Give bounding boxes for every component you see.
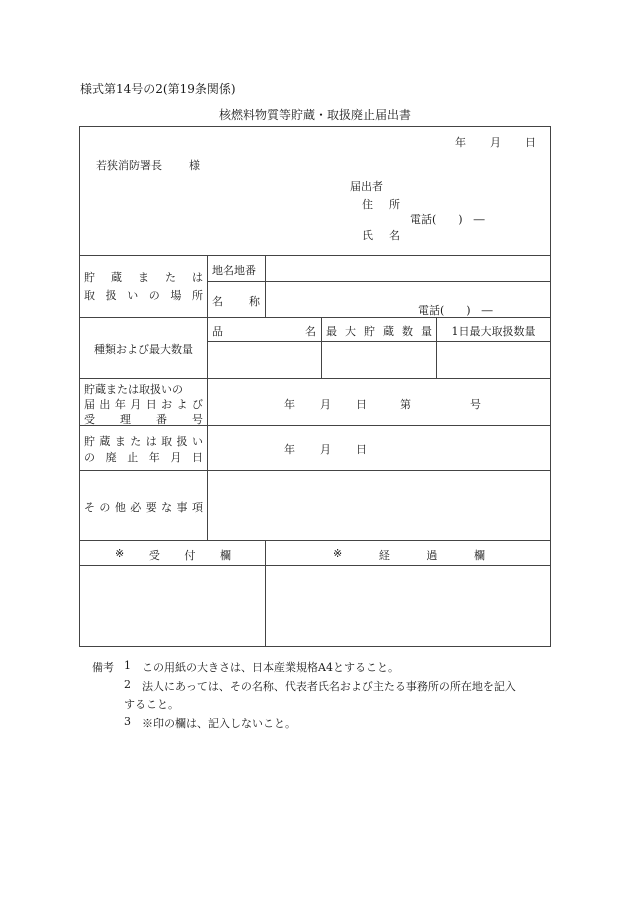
other-matters-label: そ の 他 必 要 な 事 項 xyxy=(84,501,203,514)
date-year-label: 年 xyxy=(455,136,466,149)
notification-info-label-line1: 貯蔵または取扱いの xyxy=(84,383,183,396)
abolition-year-label: 年 xyxy=(284,443,295,456)
abolition-month-label: 月 xyxy=(320,443,331,456)
note-1-number: 1 xyxy=(124,659,131,672)
max-storage-header: 最 大 貯 蔵 数 量 xyxy=(326,325,432,338)
date-day-label: 日 xyxy=(525,136,536,149)
facility-name-label: 名 称 xyxy=(212,295,260,308)
notifier-label: 届出者 xyxy=(350,180,383,193)
date-month-label: 月 xyxy=(490,136,501,149)
notification-info-label-line3: 受 理 番 号 xyxy=(84,413,203,426)
facility-phone-label: 電話( ) ― xyxy=(418,304,493,317)
notifier-address-label: 住 所 xyxy=(362,198,400,211)
notification-info-label-line2: 届 出 年 月 日 お よ び xyxy=(84,398,203,411)
note-1-text: この用紙の大きさは、日本産業規格A4とすること。 xyxy=(142,661,399,674)
addressee-name: 若狭消防署長 xyxy=(96,159,162,172)
receipt-number-suffix: 号 xyxy=(470,398,481,411)
notes-header: 備考 xyxy=(92,661,114,674)
abolition-date-label-line1: 貯 蔵 ま た は 取 扱 い xyxy=(84,435,203,448)
addressee-honorific: 様 xyxy=(189,159,200,172)
storage-location-label-line2: 取 扱 い の 場 所 xyxy=(84,289,203,302)
note-3-text: ※印の欄は、記入しないこと。 xyxy=(142,717,296,730)
abolition-day-label: 日 xyxy=(356,443,367,456)
notification-year-label: 年 xyxy=(284,398,295,411)
reception-column-header: ※ 受 付 欄 xyxy=(115,547,231,562)
storage-location-label-line1: 貯 蔵 ま た は xyxy=(84,271,203,284)
notification-day-label: 日 xyxy=(356,398,367,411)
form-number: 様式第14号の2(第19条関係) xyxy=(80,82,236,96)
receipt-number-prefix: 第 xyxy=(400,398,411,411)
form-title: 核燃料物質等貯蔵・取扱廃止届出書 xyxy=(218,108,411,122)
types-quantity-label: 種類および最大数量 xyxy=(94,343,193,356)
note-2-text: 法人にあっては、その名称、代表者氏名および主たる事務所の所在地を記入 xyxy=(142,680,516,693)
notifier-name-label: 氏 名 xyxy=(362,229,400,242)
daily-max-header: 1日最大取扱数量 xyxy=(451,325,536,338)
progress-column-header: ※ 経 過 欄 xyxy=(333,547,485,562)
note-2-continuation: すること。 xyxy=(124,698,179,711)
notifier-phone-label: 電話( ) ― xyxy=(410,213,485,226)
abolition-date-label-line2: の 廃 止 年 月 日 xyxy=(84,451,203,464)
note-3-number: 3 xyxy=(124,715,131,728)
notification-month-label: 月 xyxy=(320,398,331,411)
note-2-number: 2 xyxy=(124,678,131,691)
lot-number-label: 地名地番 xyxy=(212,264,256,277)
item-name-header: 品 名 xyxy=(212,325,316,338)
